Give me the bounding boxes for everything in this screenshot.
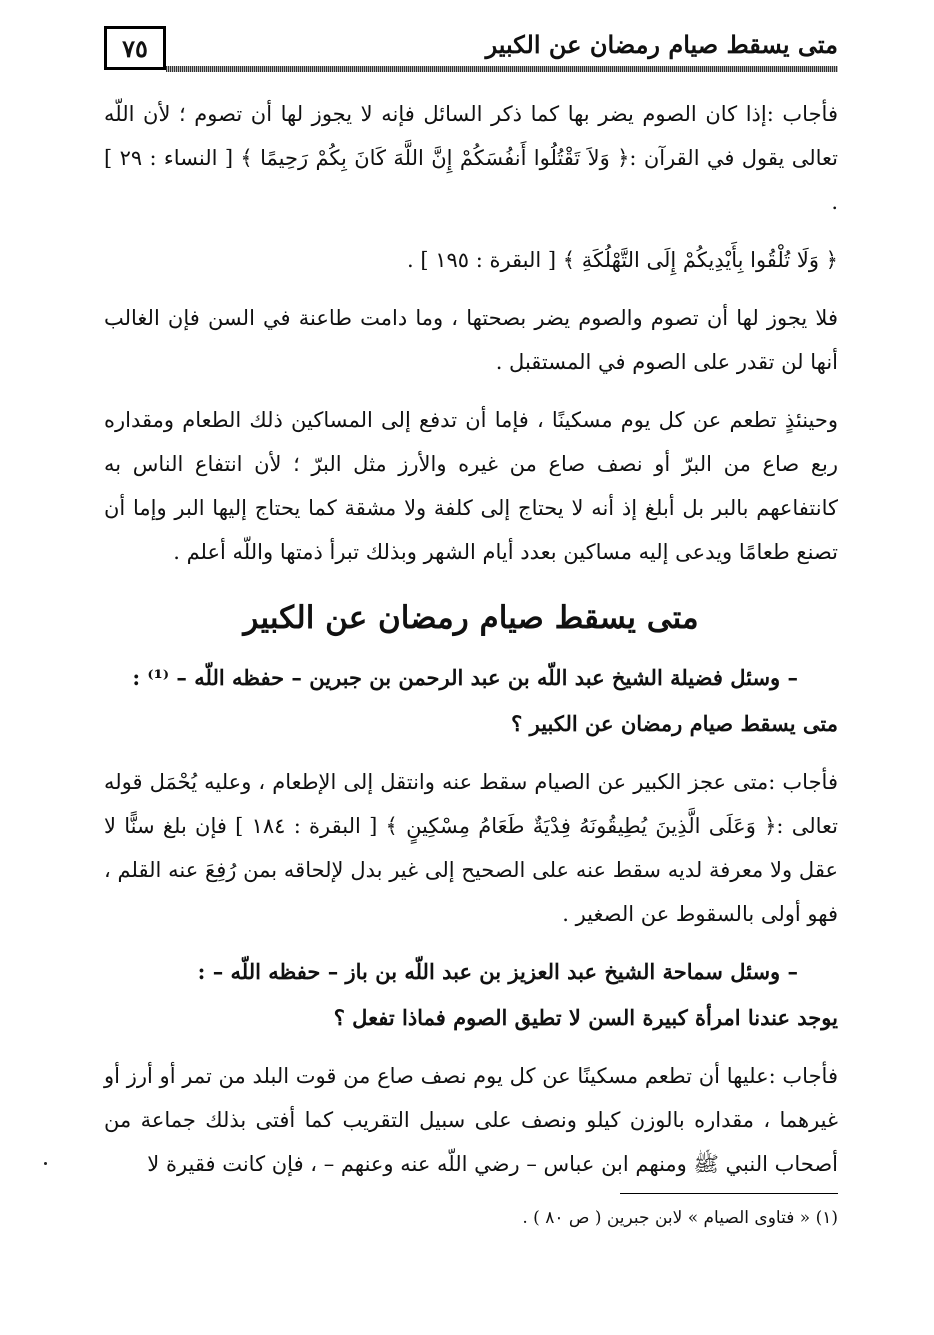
header-rule	[166, 66, 838, 72]
footnote-rule	[620, 1193, 838, 1194]
footnote: (١) « فتاوى الصيام » لابن جبرين ( ص ٨٠ ) .	[522, 1208, 838, 1228]
answer-text: فأجاب :متى عجز الكبير عن الصيام سقط عنه وانتقل إلى الإطعام ، وعليه يُحْمَل قوله تعالى :﴿ وَعَلَى الَّذِينَ يُطِيقُونَهُ فِدْيَةٌ طَعَامُ مِسْكِينٍ ﴾ [ البقرة : ١٨٤ ] فإن بلغ سنًّا لا عقل ولا معرفة لديه سقط عنه على الصحيح إلى غير بدل لإلحاقه بمن رُفِعَ عنه القلم ، فهو أولى بالسقوط عن الصغير .	[104, 770, 839, 926]
paragraph: فأجاب :إذا كان الصوم يضر بها كما ذكر السائل فإنه لا يجوز لها أن تصوم ؛ لأن اللّه تعالى يقول في القرآن :﴿ وَلاَ تَقْتُلُوا أَنفُسَكُمْ إِنَّ اللَّهَ كَانَ بِكُمْ رَحِيمًا ﴾ [ النساء : ٢٩ ] .	[104, 102, 838, 214]
page-number: ٧٥	[104, 26, 166, 70]
body-text	[104, 92, 838, 1200]
scan-speck	[44, 1162, 47, 1165]
question-asker: – وسئل سماحة الشيخ عبد العزيز بن عبد اللّه بن باز – حفظه اللّه – :	[197, 959, 798, 984]
running-title: متى يسقط صيام رمضان عن الكبير	[485, 30, 838, 59]
paragraph: فلا يجوز لها أن تصوم والصوم يضر بصحتها ، وما دامت طاعنة في السن فإن الغالب أنها لن تقدر على الصوم في المستقبل .	[104, 306, 838, 374]
section-heading: متى يسقط صيام رمضان عن الكبير	[243, 600, 699, 636]
answer-text: فأجاب :عليها أن تطعم مسكينًا عن كل يوم نصف صاع من قوت البلد من تمر أو أرز أو غيرهما ، مقداره بالوزن كيلو ونصف على سبيل التقريب كما أفتى بذلك جماعة من أصحاب النبي ﷺ ومنهم ابن عباس – رضي اللّه عنه وعنهم – ، فإن كانت فقيرة لا	[104, 1064, 838, 1176]
question-text: متى يسقط صيام رمضان عن الكبير ؟	[511, 711, 838, 736]
question-asker: – وسئل فضيلة الشيخ عبد اللّه بن عبد الرحمن بن جبرين – حفظه اللّه – ⁽¹⁾ :	[132, 665, 798, 690]
paragraph: وحينئذٍ تطعم عن كل يوم مسكينًا ، فإما أن تدفع إلى المساكين ذلك الطعام ومقداره ربع صاع من البرّ أو نصف صاع من غيره والأرز مثل البرّ ؛ لأن انتفاع الناس به كانتفاعهم بالبر بل أبلغ إذ أنه لا يحتاج إلى كلفة ولا مشقة كما يحتاج إليها البر وإما أن تصنع طعامًا ويدعى إليه مساكين بعدد أيام الشهر وبذلك تبرأ ذمتها واللّه أعلم .	[104, 408, 838, 564]
paragraph: ﴿ وَلَا تُلْقُوا بِأَيْدِيكُمْ إِلَى التَّهْلُكَةِ ﴾ [ البقرة : ١٩٥ ] .	[406, 248, 838, 272]
question-text: يوجد عندنا امرأة كبيرة السن لا تطيق الصوم فماذا تفعل ؟	[333, 1005, 838, 1030]
